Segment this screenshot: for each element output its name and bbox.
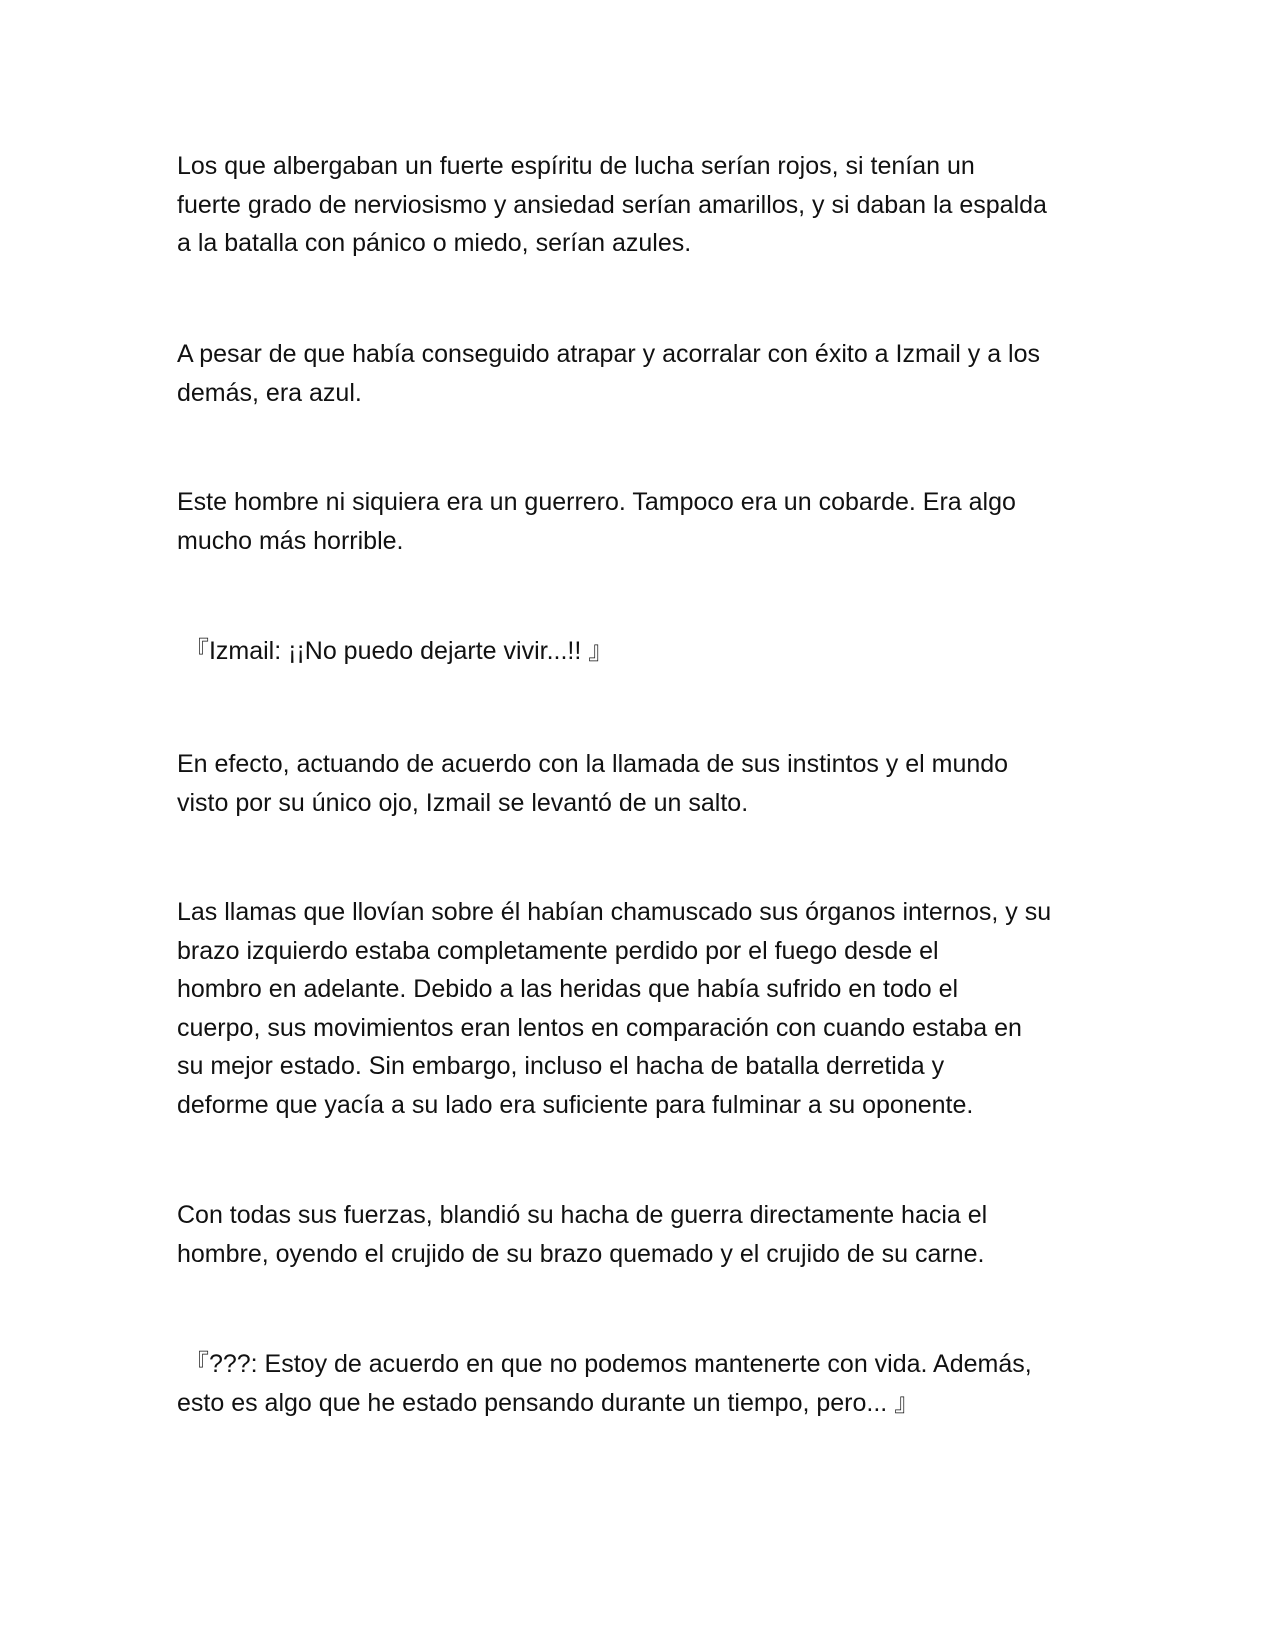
text-line: fuerte grado de nerviosismo y ansiedad serían amarillos, y si daban la espalda xyxy=(177,190,1047,219)
text-line: hombro en adelante. Debido a las heridas que había sufrido en todo el xyxy=(177,975,959,1003)
text-line: 『???: Estoy de acuerdo en que no podemos mantenerte con vida. Además, xyxy=(177,1350,1032,1378)
text-line: Con todas sus fuerzas, blandió su hacha de guerra directamente hacia el xyxy=(177,1201,988,1229)
paragraph-instincts xyxy=(177,745,1117,822)
paragraph-colors xyxy=(177,147,1117,263)
text-line: deforme que yacía a su lado era suficiente para fulminar a su oponente. xyxy=(177,1090,974,1119)
text-line: Los que albergaban un fuerte espíritu de lucha serían rojos, si tenían un xyxy=(177,152,975,180)
dialogue-unknown xyxy=(177,1345,1117,1422)
text-line: esto es algo que he estado pensando durante un tiempo, pero... 』 xyxy=(177,1388,920,1417)
text-line: mucho más horrible. xyxy=(177,526,404,555)
paragraph-horrible xyxy=(177,483,1117,560)
text-line: brazo izquierdo estaba completamente perdido por el fuego desde el xyxy=(177,936,939,965)
text-line: En efecto, actuando de acuerdo con la llamada de sus instintos y el mundo xyxy=(177,750,1009,778)
text-line: Las llamas que llovían sobre él habían chamuscado sus órganos internos, y su xyxy=(177,898,1052,926)
paragraph-wounds xyxy=(177,893,1117,1124)
text-line: a la batalla con pánico o miedo, serían azules. xyxy=(177,229,692,257)
paragraph-blue xyxy=(177,335,1117,412)
text-line: visto por su único ojo, Izmail se levantó de un salto. xyxy=(177,788,749,817)
text-line: A pesar de que había conseguido atrapar y acorralar con éxito a Izmail y a los xyxy=(177,340,1041,368)
dialogue-izmail xyxy=(177,632,1117,671)
text-line: hombre, oyendo el crujido de su brazo quemado y el crujido de su carne. xyxy=(177,1239,985,1268)
text-line: Este hombre ni siquiera era un guerrero. Tampoco era un cobarde. Era algo xyxy=(177,488,1016,516)
text-line: su mejor estado. Sin embargo, incluso el hacha de batalla derretida y xyxy=(177,1052,945,1080)
text-line: demás, era azul. xyxy=(177,378,362,407)
text-line: 『Izmail: ¡¡No puedo dejarte vivir...!! 』 xyxy=(177,637,614,665)
text-line: cuerpo, sus movimientos eran lentos en comparación con cuando estaba en xyxy=(177,1013,1022,1042)
paragraph-axe-swing xyxy=(177,1196,1117,1273)
